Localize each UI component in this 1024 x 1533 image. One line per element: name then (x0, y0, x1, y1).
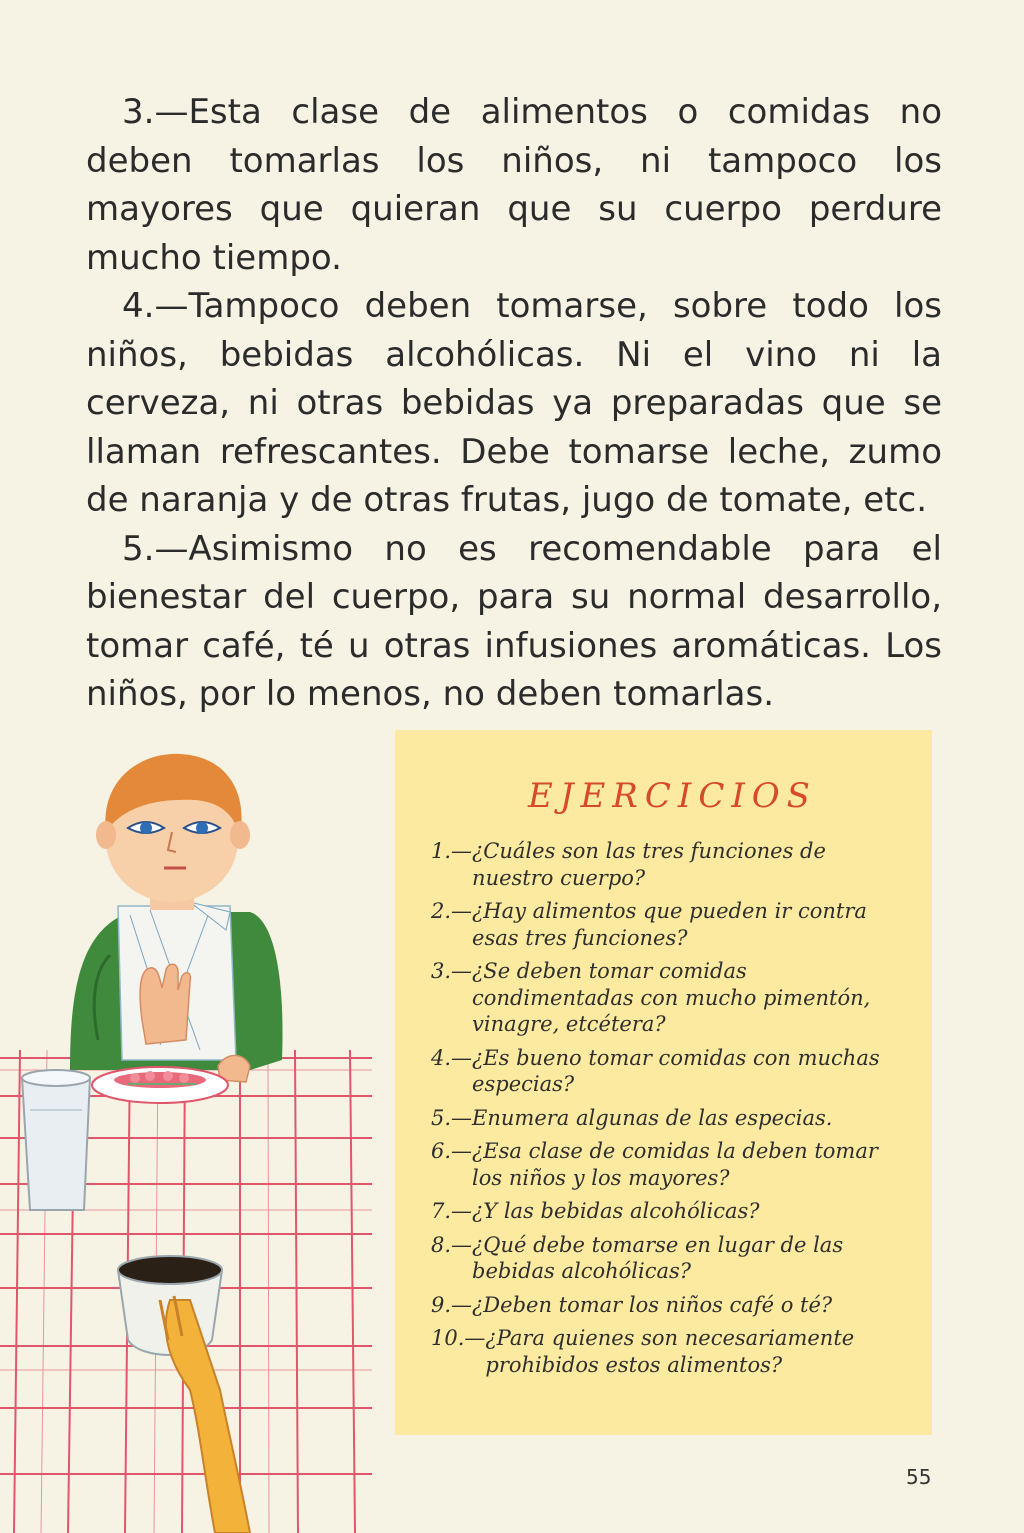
exercise-text: ¿Se deben tomar comidas condimentadas con mucho pimentón, vinagre, etcétera? (472, 959, 871, 1036)
exercise-item (431, 1045, 901, 1098)
exercise-number: 4.— (431, 1045, 473, 1070)
exercise-text: Enumera algunas de las especias. (472, 1105, 833, 1130)
exercise-item (431, 1198, 901, 1225)
plate (92, 1067, 228, 1103)
exercise-number: 10.— (431, 1326, 486, 1350)
exercise-text: ¿Esa clase de comidas la deben tomar los niños y los mayores? (472, 1139, 878, 1190)
exercise-text: ¿Cuáles son las tres funciones de nuestro cuerpo? (472, 839, 826, 890)
exercise-number: 3.— (431, 959, 473, 983)
exercises-list (431, 838, 901, 1385)
exercise-text: ¿Hay alimentos que pueden ir contra esas tres funciones? (472, 899, 867, 950)
exercise-item (431, 1138, 901, 1191)
exercise-item (431, 1105, 901, 1132)
exercise-item (431, 838, 901, 891)
exercise-text: ¿Para quienes son necesariamente prohibidos estos alimentos? (485, 1326, 855, 1377)
paragraph-5: 5.—Asimismo no es recomendable para el bienestar del cuerpo, para su normal desarrollo, tomar café, té u otras infusiones aromáticas. Los niños, por lo menos, no deben tomarlas. (86, 528, 942, 714)
exercise-text: ¿Deben tomar los niños café o té? (472, 1292, 833, 1317)
main-text (86, 88, 942, 719)
exercise-number: 2.— (431, 899, 473, 923)
exercises-title: EJERCICIOS (528, 776, 817, 816)
exercise-number: 5.— (431, 1105, 473, 1130)
boy-refusing-food-illustration (0, 740, 400, 1533)
exercise-number: 8.— (431, 1232, 473, 1257)
paragraph-4: 4.—Tampoco deben tomarse, sobre todo los niños, bebidas alcohólicas. Ni el vino ni la cerveza, ni otras bebidas ya preparadas que se llaman refrescantes. Debe tomarse leche, zumo de naranja y de otras frutas, jugo de tomate, etc. (86, 286, 942, 520)
exercise-item (431, 1232, 901, 1285)
exercise-text: ¿Es bueno tomar comidas con muchas especias? (472, 1045, 880, 1096)
exercise-number: 6.— (431, 1139, 473, 1163)
exercise-item (431, 958, 901, 1038)
paragraph-3: 3.—Esta clase de alimentos o comidas no deben tomarlas los niños, ni tampoco los mayores que quieran que su cuerpo perdure mucho tiempo. (86, 92, 942, 278)
exercise-item (431, 898, 901, 951)
exercise-number: 7.— (431, 1199, 473, 1223)
boy (70, 754, 283, 1082)
exercise-text: ¿Qué debe tomarse en lugar de las bebidas alcohólicas? (472, 1232, 844, 1283)
exercise-number: 9.— (431, 1292, 473, 1317)
exercise-text: ¿Y las bebidas alcohólicas? (472, 1199, 760, 1223)
exercise-item (431, 1292, 901, 1319)
glass-of-water (22, 1070, 90, 1210)
exercise-item (431, 1325, 901, 1378)
page-number: 55 (906, 1465, 932, 1489)
exercises-box (395, 730, 932, 1435)
exercise-number: 1.— (431, 839, 473, 863)
